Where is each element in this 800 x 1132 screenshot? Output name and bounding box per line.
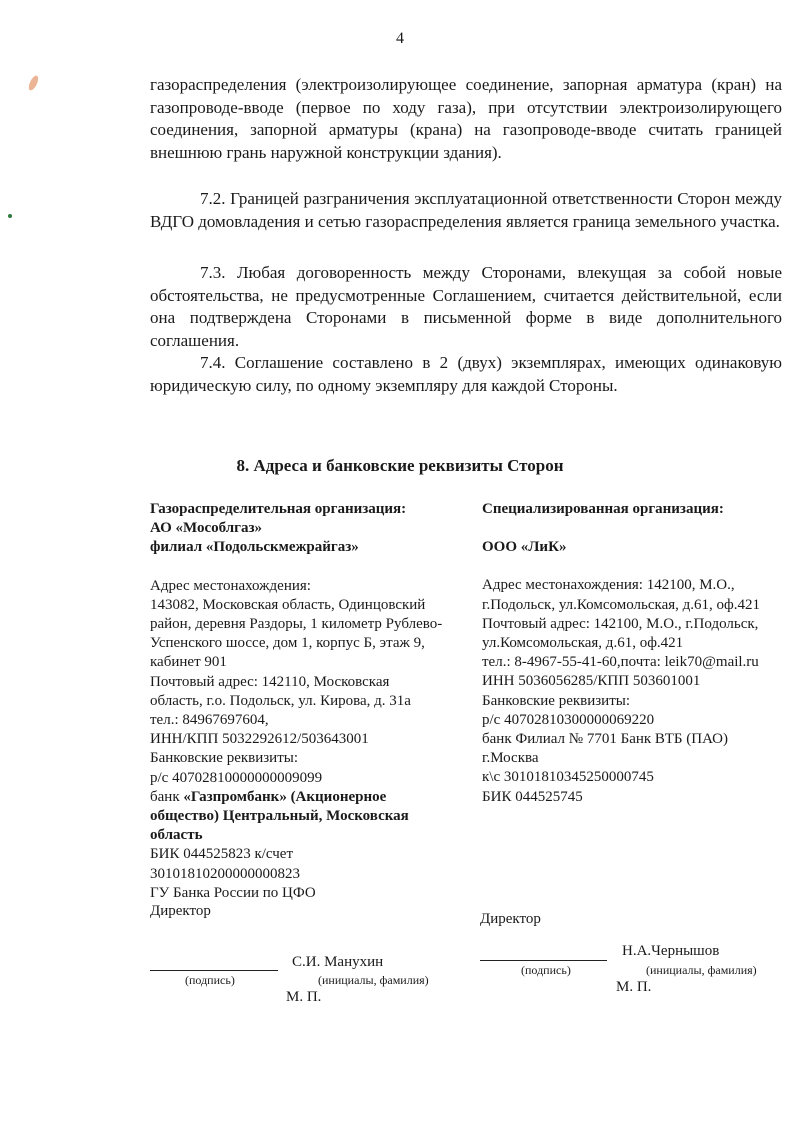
- left-address-line: район, деревня Раздоры, 1 километр Рублево-: [150, 616, 443, 633]
- page-number: 4: [396, 30, 404, 47]
- right-signature-caption: (подпись): [521, 963, 571, 977]
- right-phone-email: тел.: 8-4967-55-41-60,почта: leik70@mail.ru: [482, 654, 759, 671]
- left-initials-caption: (инициалы, фамилия): [318, 973, 429, 987]
- right-bik: БИК 044525745: [482, 788, 583, 805]
- right-party-title: Специализированная организация:: [482, 501, 724, 517]
- right-corr-account: к\с 30101810345250000745: [482, 769, 654, 786]
- margin-dot-mark: [8, 214, 12, 218]
- left-party-details: [150, 500, 470, 903]
- right-signatory-name: Н.А.Чернышов: [622, 943, 720, 959]
- left-bik: БИК 044525823 к/счет: [150, 846, 294, 863]
- right-account: р/с 40702810300000069220: [482, 711, 655, 728]
- left-signature-line: [150, 970, 278, 971]
- left-corr-account: 30101810200000000823: [150, 865, 300, 882]
- right-address: г.Подольск, ул.Комсомольская, д.61, оф.421: [482, 596, 760, 613]
- right-bank-city: г.Москва: [482, 750, 539, 767]
- paragraph-7-4: 7.4. Соглашение составлено в 2 (двух) экземплярах, имеющих одинаковую юридическую силу, по одному экземпляру для каждой Стороны.: [150, 353, 782, 395]
- right-party-details: [482, 500, 782, 807]
- left-bank-label: Банковские реквизиты:: [150, 750, 299, 767]
- left-party-branch: филиал «Подольскмежрайгаз»: [150, 539, 359, 556]
- left-address-line: 143082, Московская область, Одинцовский: [150, 596, 426, 613]
- right-inn-kpp: ИНН 5036056285/КПП 503601001: [482, 673, 701, 690]
- left-director-label: Директор: [150, 903, 211, 919]
- ink-stain-mark: [27, 74, 40, 91]
- left-signatory-name: С.И. Манухин: [292, 954, 384, 970]
- left-seal-mark: М. П.: [286, 989, 322, 1005]
- right-initials-caption: (инициалы, фамилия): [646, 963, 757, 977]
- right-party-company: ООО «ЛиК»: [482, 539, 567, 556]
- left-address-label: Адрес местонахождения:: [150, 577, 311, 594]
- right-postal-address: Почтовый адрес: 142100, М.О., г.Подольск,: [482, 615, 759, 632]
- left-phone: тел.: 84967697604,: [150, 712, 269, 729]
- paragraph-7-1-continuation: газораспределения (электроизолирующее соединение, запорная арматура (кран) на газопроводе-вводе (первое по ходу газа), при отсутствии электроизолирующего соединения, запорной арматуры (крана) на газопроводе-вводе считать границей внешнюю грань наружной конструкции здания).: [150, 75, 782, 162]
- right-signature-line: [480, 960, 607, 961]
- left-postal-address: область, г.о. Подольск, ул. Кирова, д. 31а: [150, 692, 411, 709]
- left-bank-name: банк «Газпромбанк» (Акционерное: [150, 788, 387, 805]
- right-bank-name: банк Филиал № 7701 Банк ВТБ (ПАО): [482, 731, 728, 748]
- left-party-title: Газораспределительная организация:: [150, 501, 407, 517]
- left-inn-kpp: ИНН/КПП 5032292612/503643001: [150, 731, 369, 748]
- right-director-label: Директор: [480, 911, 541, 927]
- left-address-line: Успенского шоссе, дом 1, корпус Б, этаж 9,: [150, 635, 425, 652]
- left-address-line: кабинет 901: [150, 654, 227, 671]
- paragraph-7-2: 7.2. Границей разграничения эксплуатационной ответственности Сторон между ВДГО домовладения и сетью газораспределения является граница земельного участка.: [150, 189, 782, 231]
- right-bank-label: Банковские реквизиты:: [482, 692, 631, 709]
- right-seal-mark: М. П.: [616, 979, 652, 995]
- paragraph-7-3: 7.3. Любая договоренность между Сторонами, влекущая за собой новые обстоятельства, не предусмотренные Соглашением, считается действительной, если она подтверждена Сторонами в письменной форме в виде дополнительного соглашения.: [150, 263, 782, 350]
- left-account: р/с 40702810000000009099: [150, 769, 323, 786]
- right-address: Адрес местонахождения: 142100, М.О.,: [482, 577, 735, 594]
- section-heading: 8. Адреса и банковские реквизиты Сторон: [236, 456, 564, 475]
- left-bank-name: область: [150, 827, 203, 844]
- left-party-company: АО «Мособлгаз»: [150, 520, 263, 537]
- left-bank-name: общество) Центральный, Московская: [150, 808, 409, 825]
- left-postal-address: Почтовый адрес: 142110, Московская: [150, 673, 390, 690]
- left-signature-caption: (подпись): [185, 973, 235, 987]
- right-postal-address: ул.Комсомольская, д.61, оф.421: [482, 635, 684, 652]
- left-bank-branch: ГУ Банка России по ЦФО: [150, 884, 316, 901]
